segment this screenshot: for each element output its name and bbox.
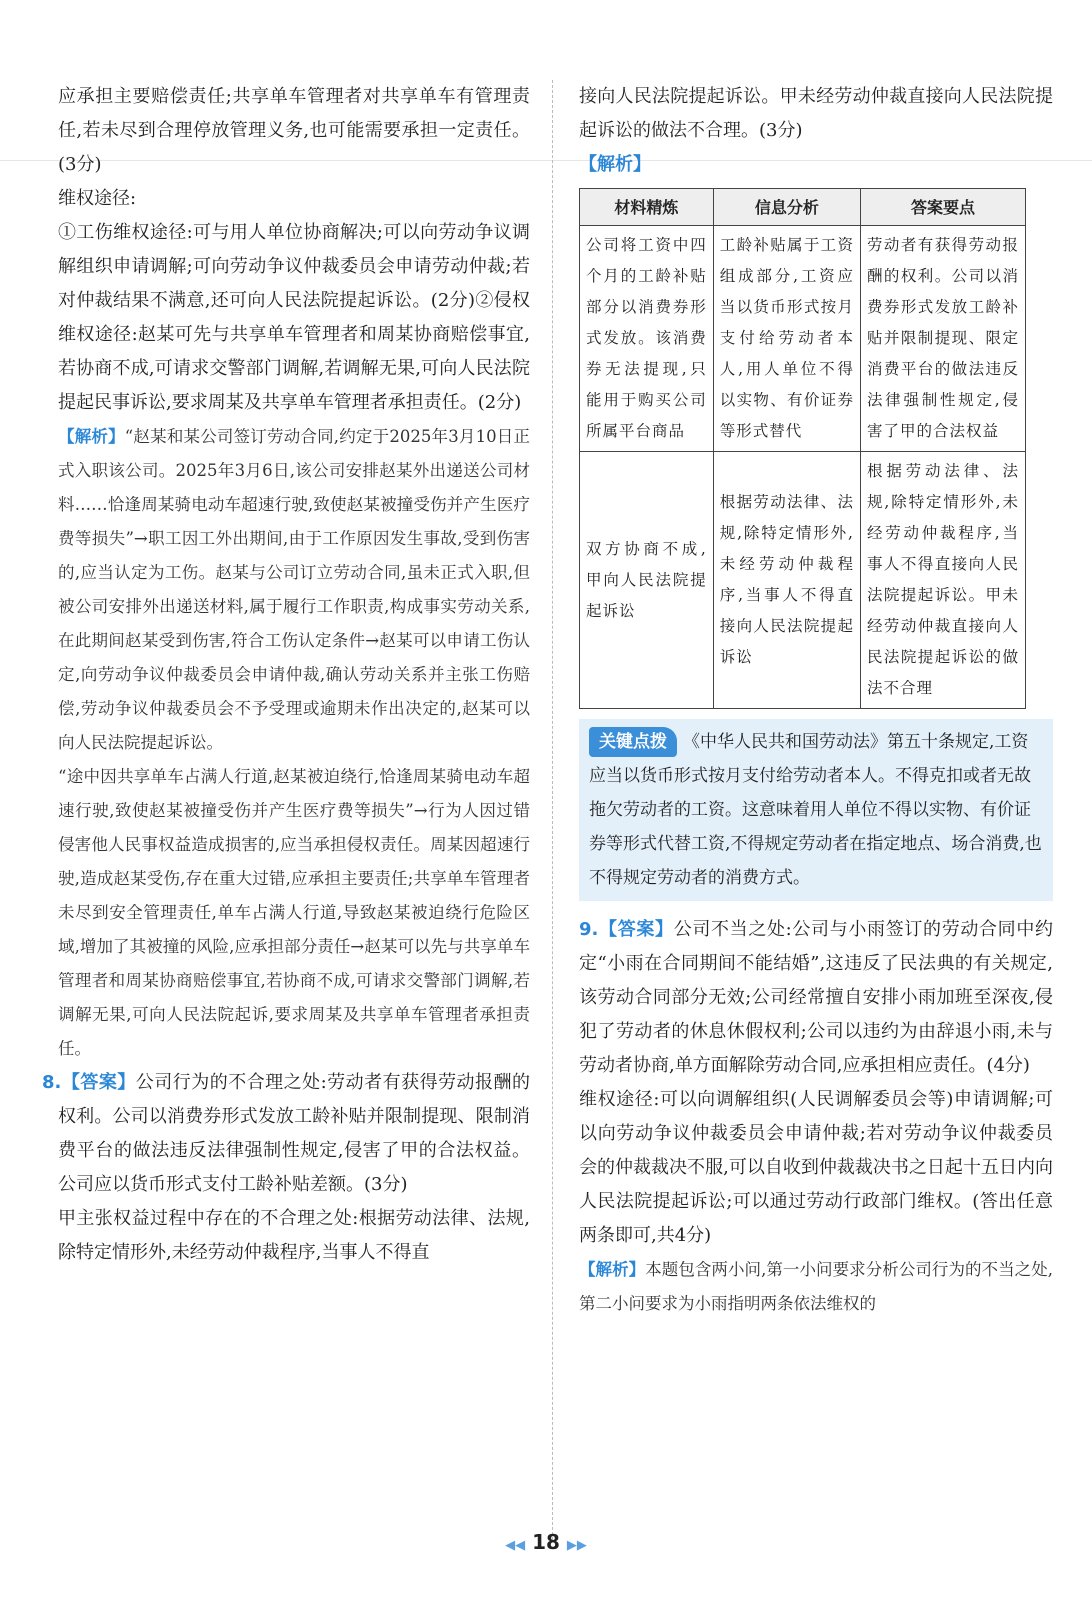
question-9-text: 公司不当之处:公司与小雨签订的劳动合同中约定“小雨在合同期间不能结婚”,这违反了民法典的有关规定,该劳动合同部分无效;公司经常擅自安排小雨加班至深夜,侵犯了劳动者的休息休假权利;公司以违约为由辞退小雨,未与劳动者协商,单方面解除劳动合同,应承担相应责任。(4分) <box>579 919 1053 1076</box>
table-row <box>580 226 1026 452</box>
key-point-title: 关键点拨 <box>589 727 677 757</box>
key-point-box <box>579 719 1053 901</box>
analysis-tag: 【解析】 <box>579 1260 646 1279</box>
left-column <box>42 80 531 1270</box>
right-column <box>579 80 1053 1321</box>
analysis-tag: 【解析】 <box>579 154 651 175</box>
table-cell: 根据劳动法律、法规,除特定情形外,未经劳动仲裁程序,当事人不得直接向人民法院提起诉讼 <box>713 452 860 709</box>
page-number: 18 <box>532 1530 560 1554</box>
right-analysis-2 <box>579 1253 1053 1321</box>
table-cell: 工龄补贴属于工资组成部分,工资应当以货币形式按月支付给劳动者本人,用人单位不得以实物、有价证券等形式替代 <box>713 226 860 452</box>
table-header: 材料精炼 <box>580 189 714 226</box>
left-paragraph-6: 甲主张权益过程中存在的不合理之处:根据劳动法律、法规,除特定情形外,未经劳动仲裁程序,当事人不得直 <box>58 1208 530 1263</box>
left-analysis <box>58 420 530 760</box>
left-paragraph-5: “途中因共享单车占满人行道,赵某被迫绕行,恰逢周某骑电动车超速行驶,致使赵某被撞受伤并产生医疗费等损失”→行为人因过错侵害他人民事权益造成损害的,应当承担侵权责任。周某因超速行驶,造成赵某受伤,存在重大过错,应承担主要责任;共享单车管理者未尽到安全管理责任,单车占满人行道,导致赵某被迫绕行危险区域,增加了其被撞的风险,应承担部分责任→赵某可以先与共享单车管理者和周某协商赔偿事宜,若协商不成,可请求交警部门调解,若调解无果,可向人民法院起诉,要求周某及共享单车管理者承担责任。 <box>58 767 530 1058</box>
column-divider <box>552 80 553 1540</box>
table-cell: 根据劳动法律、法规,除特定情形外,未经劳动仲裁程序,当事人不得直接向人民法院提起诉讼。甲未经劳动仲裁直接向人民法院提起诉讼的做法不合理 <box>860 452 1025 709</box>
answer-tag: 【答案】 <box>61 1072 136 1093</box>
table-cell: 劳动者有获得劳动报酬的权利。公司以消费券形式发放工龄补贴并限制提现、限定消费平台的做法违反法律强制性规定,侵害了甲的合法权益 <box>860 226 1025 452</box>
table-cell: 双方协商不成,甲向人民法院提起诉讼 <box>580 452 714 709</box>
next-arrow-icon: ▶▶ <box>566 1538 587 1553</box>
analysis-text-2: 本题包含两小问,第一小问要求分析公司行为的不当之处,第二小问要求为小雨指明两条依法维权的 <box>579 1260 1054 1313</box>
right-paragraph-2: 维权途径:可以向调解组织(人民调解委员会等)申请调解;可以向劳动争议仲裁委员会申请仲裁;若对劳动争议仲裁委员会的仲裁裁决不服,可以自收到仲裁裁决书之日起十五日内向人民法院提起诉讼;可以通过劳动行政部门维权。(答出任意两条即可,共4分) <box>579 1089 1053 1246</box>
key-point-text: 《中华人民共和国劳动法》第五十条规定,工资应当以货币形式按月支付给劳动者本人。不得克扣或者无故拖欠劳动者的工资。这意味着用人单位不得以实物、有价证券等形式代替工资,不得规定劳动者在指定地点、场合消费,也不得规定劳动者的消费方式。 <box>589 732 1042 888</box>
question-8-answer <box>42 1066 531 1202</box>
analysis-table <box>579 188 1026 709</box>
table-row <box>580 452 1026 709</box>
right-analysis-tag-line <box>579 148 1053 182</box>
left-paragraph-1: 应承担主要赔偿责任;共享单车管理者对共享单车有管理责任,若未尽到合理停放管理义务,也可能需要承担一定责任。(3分) <box>58 86 530 175</box>
left-paragraph-3: ①工伤维权途径:可与用人单位协商解决;可以向劳动争议调解组织申请调解;可向劳动争议仲裁委员会申请劳动仲裁;若对仲裁结果不满意,还可向人民法院提起诉讼。(2分)②侵权维权途径:赵某可先与共享单车管理者和周某协商赔偿事宜,若协商不成,可请求交警部门调解,若调解无果,可向人民法院提起民事诉讼,要求周某及共享单车管理者承担责任。(2分) <box>58 222 530 413</box>
prev-arrow-icon: ◀◀ <box>505 1538 526 1553</box>
question-8-text: 公司行为的不合理之处:劳动者有获得劳动报酬的权利。公司以消费券形式发放工龄补贴并限制提现、限制消费平台的做法违反法律强制性规定,侵害了甲的合法权益。公司应以货币形式支付工龄补贴差额。(3分) <box>58 1072 531 1195</box>
right-paragraph-1: 接向人民法院提起诉讼。甲未经劳动仲裁直接向人民法院提起诉讼的做法不合理。(3分) <box>579 86 1053 141</box>
analysis-text-1: “赵某和某公司签订劳动合同,约定于2025年3月10日正式入职该公司。2025年3月6日,该公司安排赵某外出递送公司材料……恰逢周某骑电动车超速行驶,致使赵某被撞受伤并产生医疗费等损失”→职工因工外出期间,由于工作原因发生事故,受到伤害的,应当认定为工伤。赵某与公司订立劳动合同,虽未正式入职,但被公司安排外出递送材料,属于履行工作职责,构成事实劳动关系,在此期间赵某受到伤害,符合工伤认定条件→赵某可以申请工伤认定,向劳动争议仲裁委员会申请仲裁,确认劳动关系并主张工伤赔偿,劳动争议仲裁委员会不予受理或逾期未作出决定的,赵某可以向人民法院提起诉讼。 <box>58 427 531 752</box>
analysis-tag: 【解析】 <box>58 427 125 446</box>
answer-tag: 【答案】 <box>598 919 674 940</box>
question-9-answer <box>579 913 1053 1083</box>
left-paragraph-2: 维权途径: <box>58 188 137 209</box>
page-number-footer <box>0 1530 1092 1554</box>
table-cell: 公司将工资中四个月的工龄补贴部分以消费券形式发放。该消费券无法提现,只能用于购买公司所属平台商品 <box>580 226 714 452</box>
table-header: 信息分析 <box>713 189 860 226</box>
question-8-number: 8. <box>42 1072 62 1093</box>
table-header-row <box>580 189 1026 226</box>
question-9-number: 9. <box>579 919 599 940</box>
table-header: 答案要点 <box>860 189 1025 226</box>
